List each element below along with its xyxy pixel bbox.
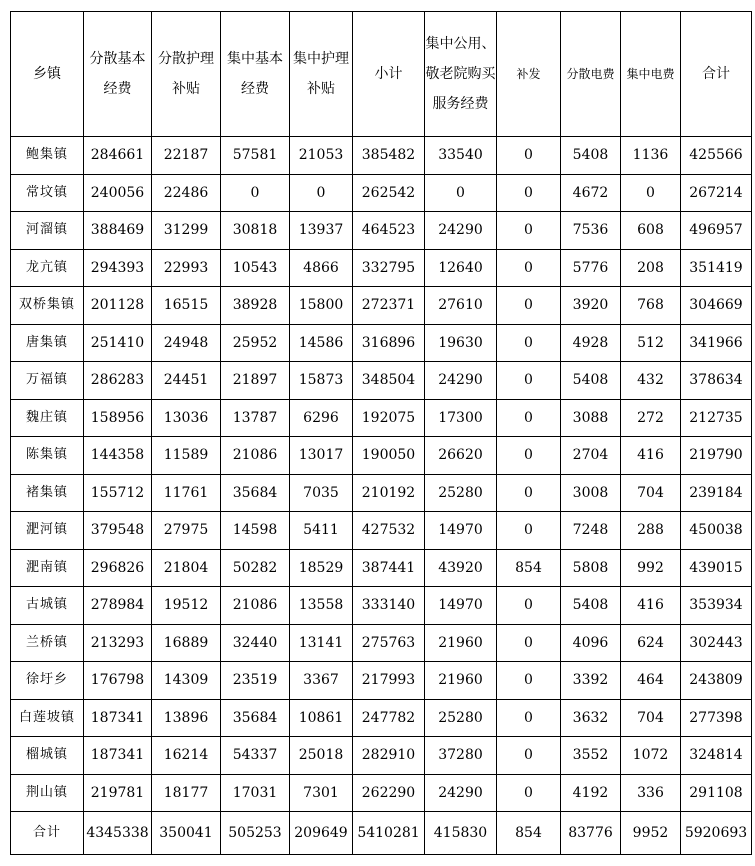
value-cell: 13036 [152, 399, 221, 437]
table-row [11, 512, 752, 550]
value-cell: 277398 [681, 699, 752, 737]
value-cell: 24290 [425, 362, 497, 400]
value-cell: 25280 [425, 474, 497, 512]
value-cell: 243809 [681, 662, 752, 700]
value-cell: 416 [621, 437, 681, 475]
value-cell: 16889 [152, 624, 221, 662]
value-cell: 296826 [84, 549, 152, 587]
value-cell: 4192 [561, 774, 621, 812]
value-cell: 7536 [561, 212, 621, 250]
table-row [11, 399, 752, 437]
value-cell: 14970 [425, 587, 497, 625]
total-cell: 505253 [221, 812, 290, 855]
value-cell: 0 [621, 174, 681, 212]
value-cell: 208 [621, 249, 681, 287]
value-cell: 21960 [425, 624, 497, 662]
town-name-cell: 龙亢镇 [11, 249, 84, 287]
value-cell: 288 [621, 512, 681, 550]
value-cell: 14598 [221, 512, 290, 550]
value-cell: 11761 [152, 474, 221, 512]
value-cell: 13141 [290, 624, 353, 662]
value-cell: 210192 [353, 474, 425, 512]
value-cell: 18177 [152, 774, 221, 812]
col-header-total: 合计 [681, 12, 752, 137]
value-cell: 21086 [221, 587, 290, 625]
value-cell: 378634 [681, 362, 752, 400]
table-row [11, 212, 752, 250]
value-cell: 0 [497, 737, 561, 775]
value-cell: 3088 [561, 399, 621, 437]
value-cell: 0 [497, 249, 561, 287]
value-cell: 7301 [290, 774, 353, 812]
value-cell: 0 [497, 399, 561, 437]
value-cell: 450038 [681, 512, 752, 550]
value-cell: 0 [497, 662, 561, 700]
value-cell: 704 [621, 699, 681, 737]
value-cell: 21804 [152, 549, 221, 587]
table-row [11, 549, 752, 587]
value-cell: 187341 [84, 737, 152, 775]
table-row [11, 474, 752, 512]
value-cell: 201128 [84, 287, 152, 325]
value-cell: 3632 [561, 699, 621, 737]
value-cell: 27610 [425, 287, 497, 325]
value-cell: 5776 [561, 249, 621, 287]
value-cell: 176798 [84, 662, 152, 700]
value-cell: 704 [621, 474, 681, 512]
value-cell: 7035 [290, 474, 353, 512]
value-cell: 10543 [221, 249, 290, 287]
value-cell: 19630 [425, 324, 497, 362]
table-row [11, 587, 752, 625]
value-cell: 316896 [353, 324, 425, 362]
col-header-town: 乡镇 [11, 12, 84, 137]
value-cell: 144358 [84, 437, 152, 475]
total-cell: 350041 [152, 812, 221, 855]
value-cell: 379548 [84, 512, 152, 550]
value-cell: 33540 [425, 137, 497, 175]
value-cell: 16214 [152, 737, 221, 775]
value-cell: 387441 [353, 549, 425, 587]
value-cell: 22993 [152, 249, 221, 287]
value-cell: 240056 [84, 174, 152, 212]
value-cell: 608 [621, 212, 681, 250]
value-cell: 212735 [681, 399, 752, 437]
town-name-cell: 常坟镇 [11, 174, 84, 212]
value-cell: 213293 [84, 624, 152, 662]
value-cell: 332795 [353, 249, 425, 287]
value-cell: 294393 [84, 249, 152, 287]
value-cell: 0 [497, 699, 561, 737]
value-cell: 351419 [681, 249, 752, 287]
value-cell: 992 [621, 549, 681, 587]
value-cell: 425566 [681, 137, 752, 175]
value-cell: 3367 [290, 662, 353, 700]
value-cell: 219790 [681, 437, 752, 475]
table-row [11, 774, 752, 812]
value-cell: 0 [497, 287, 561, 325]
value-cell: 13787 [221, 399, 290, 437]
town-name-cell: 双桥集镇 [11, 287, 84, 325]
value-cell: 5408 [561, 362, 621, 400]
value-cell: 24290 [425, 212, 497, 250]
value-cell: 11589 [152, 437, 221, 475]
value-cell: 21897 [221, 362, 290, 400]
value-cell: 155712 [84, 474, 152, 512]
table-row [11, 662, 752, 700]
value-cell: 4928 [561, 324, 621, 362]
value-cell: 21053 [290, 137, 353, 175]
value-cell: 21960 [425, 662, 497, 700]
value-cell: 262290 [353, 774, 425, 812]
value-cell: 336 [621, 774, 681, 812]
total-cell: 415830 [425, 812, 497, 855]
table-row [11, 324, 752, 362]
town-name-cell: 河溜镇 [11, 212, 84, 250]
value-cell: 54337 [221, 737, 290, 775]
town-name-cell: 徐圩乡 [11, 662, 84, 700]
value-cell: 15873 [290, 362, 353, 400]
value-cell: 24290 [425, 774, 497, 812]
town-name-cell: 淝南镇 [11, 549, 84, 587]
table-row [11, 362, 752, 400]
total-cell: 854 [497, 812, 561, 855]
value-cell: 333140 [353, 587, 425, 625]
value-cell: 22187 [152, 137, 221, 175]
value-cell: 275763 [353, 624, 425, 662]
value-cell: 43920 [425, 549, 497, 587]
total-cell: 5410281 [353, 812, 425, 855]
col-header-dispersed-electricity: 分散电费 [561, 12, 621, 137]
value-cell: 768 [621, 287, 681, 325]
town-name-cell: 淝河镇 [11, 512, 84, 550]
value-cell: 624 [621, 624, 681, 662]
value-cell: 0 [497, 587, 561, 625]
value-cell: 0 [497, 437, 561, 475]
town-name-cell: 鲍集镇 [11, 137, 84, 175]
value-cell: 0 [425, 174, 497, 212]
value-cell: 0 [497, 624, 561, 662]
table-row [11, 699, 752, 737]
town-name-cell: 荆山镇 [11, 774, 84, 812]
value-cell: 190050 [353, 437, 425, 475]
table-row [11, 437, 752, 475]
value-cell: 13558 [290, 587, 353, 625]
col-header-centralized-basic: 集中基本经费 [221, 12, 290, 137]
value-cell: 464 [621, 662, 681, 700]
town-name-cell: 榴城镇 [11, 737, 84, 775]
value-cell: 512 [621, 324, 681, 362]
total-label: 合计 [11, 812, 84, 855]
value-cell: 0 [290, 174, 353, 212]
value-cell: 0 [497, 174, 561, 212]
value-cell: 3920 [561, 287, 621, 325]
value-cell: 3392 [561, 662, 621, 700]
value-cell: 0 [497, 774, 561, 812]
value-cell: 5411 [290, 512, 353, 550]
value-cell: 25018 [290, 737, 353, 775]
value-cell: 304669 [681, 287, 752, 325]
value-cell: 37280 [425, 737, 497, 775]
total-cell: 4345338 [84, 812, 152, 855]
value-cell: 302443 [681, 624, 752, 662]
value-cell: 2704 [561, 437, 621, 475]
value-cell: 38928 [221, 287, 290, 325]
town-name-cell: 魏庄镇 [11, 399, 84, 437]
value-cell: 388469 [84, 212, 152, 250]
value-cell: 30818 [221, 212, 290, 250]
value-cell: 286283 [84, 362, 152, 400]
value-cell: 14309 [152, 662, 221, 700]
total-row [11, 812, 752, 855]
col-header-centralized-care: 集中护理补贴 [290, 12, 353, 137]
value-cell: 13017 [290, 437, 353, 475]
town-name-cell: 兰桥镇 [11, 624, 84, 662]
value-cell: 348504 [353, 362, 425, 400]
value-cell: 427532 [353, 512, 425, 550]
col-header-subtotal: 小计 [353, 12, 425, 137]
table-row [11, 737, 752, 775]
value-cell: 3552 [561, 737, 621, 775]
value-cell: 284661 [84, 137, 152, 175]
funding-table [10, 11, 752, 855]
value-cell: 24948 [152, 324, 221, 362]
value-cell: 17300 [425, 399, 497, 437]
value-cell: 439015 [681, 549, 752, 587]
value-cell: 272371 [353, 287, 425, 325]
value-cell: 217993 [353, 662, 425, 700]
value-cell: 247782 [353, 699, 425, 737]
town-name-cell: 古城镇 [11, 587, 84, 625]
value-cell: 21086 [221, 437, 290, 475]
value-cell: 4096 [561, 624, 621, 662]
value-cell: 24451 [152, 362, 221, 400]
value-cell: 4672 [561, 174, 621, 212]
value-cell: 0 [497, 474, 561, 512]
value-cell: 219781 [84, 774, 152, 812]
table-row [11, 249, 752, 287]
value-cell: 25952 [221, 324, 290, 362]
value-cell: 18529 [290, 549, 353, 587]
value-cell: 0 [497, 324, 561, 362]
value-cell: 0 [497, 137, 561, 175]
value-cell: 282910 [353, 737, 425, 775]
total-cell: 9952 [621, 812, 681, 855]
value-cell: 251410 [84, 324, 152, 362]
value-cell: 25280 [425, 699, 497, 737]
value-cell: 26620 [425, 437, 497, 475]
col-header-centralized-electricity: 集中电费 [621, 12, 681, 137]
value-cell: 0 [497, 512, 561, 550]
total-cell: 5920693 [681, 812, 752, 855]
value-cell: 324814 [681, 737, 752, 775]
header-row [11, 12, 752, 137]
value-cell: 10861 [290, 699, 353, 737]
total-cell: 83776 [561, 812, 621, 855]
col-header-reissue: 补发 [497, 12, 561, 137]
value-cell: 278984 [84, 587, 152, 625]
value-cell: 17031 [221, 774, 290, 812]
value-cell: 385482 [353, 137, 425, 175]
value-cell: 35684 [221, 474, 290, 512]
value-cell: 1072 [621, 737, 681, 775]
value-cell: 0 [497, 212, 561, 250]
value-cell: 35684 [221, 699, 290, 737]
value-cell: 291108 [681, 774, 752, 812]
value-cell: 13937 [290, 212, 353, 250]
value-cell: 12640 [425, 249, 497, 287]
col-header-dispersed-care: 分散护理补贴 [152, 12, 221, 137]
value-cell: 57581 [221, 137, 290, 175]
value-cell: 496957 [681, 212, 752, 250]
value-cell: 50282 [221, 549, 290, 587]
town-name-cell: 陈集镇 [11, 437, 84, 475]
value-cell: 854 [497, 549, 561, 587]
value-cell: 341966 [681, 324, 752, 362]
value-cell: 0 [221, 174, 290, 212]
town-name-cell: 万福镇 [11, 362, 84, 400]
value-cell: 15800 [290, 287, 353, 325]
value-cell: 3008 [561, 474, 621, 512]
table-row [11, 624, 752, 662]
town-name-cell: 唐集镇 [11, 324, 84, 362]
value-cell: 272 [621, 399, 681, 437]
value-cell: 416 [621, 587, 681, 625]
table-row [11, 287, 752, 325]
table-row [11, 137, 752, 175]
value-cell: 158956 [84, 399, 152, 437]
value-cell: 23519 [221, 662, 290, 700]
value-cell: 22486 [152, 174, 221, 212]
value-cell: 192075 [353, 399, 425, 437]
value-cell: 5408 [561, 137, 621, 175]
value-cell: 31299 [152, 212, 221, 250]
col-header-public-service: 集中公用、敬老院购买服务经费 [425, 12, 497, 137]
value-cell: 32440 [221, 624, 290, 662]
value-cell: 239184 [681, 474, 752, 512]
value-cell: 1136 [621, 137, 681, 175]
value-cell: 5408 [561, 587, 621, 625]
value-cell: 353934 [681, 587, 752, 625]
value-cell: 5808 [561, 549, 621, 587]
value-cell: 14586 [290, 324, 353, 362]
col-header-dispersed-basic: 分散基本经费 [84, 12, 152, 137]
value-cell: 14970 [425, 512, 497, 550]
value-cell: 27975 [152, 512, 221, 550]
value-cell: 7248 [561, 512, 621, 550]
value-cell: 464523 [353, 212, 425, 250]
value-cell: 267214 [681, 174, 752, 212]
town-name-cell: 白莲坡镇 [11, 699, 84, 737]
total-cell: 209649 [290, 812, 353, 855]
value-cell: 16515 [152, 287, 221, 325]
value-cell: 19512 [152, 587, 221, 625]
value-cell: 432 [621, 362, 681, 400]
value-cell: 6296 [290, 399, 353, 437]
value-cell: 187341 [84, 699, 152, 737]
value-cell: 13896 [152, 699, 221, 737]
value-cell: 4866 [290, 249, 353, 287]
value-cell: 0 [497, 362, 561, 400]
value-cell: 262542 [353, 174, 425, 212]
town-name-cell: 褚集镇 [11, 474, 84, 512]
table-row [11, 174, 752, 212]
